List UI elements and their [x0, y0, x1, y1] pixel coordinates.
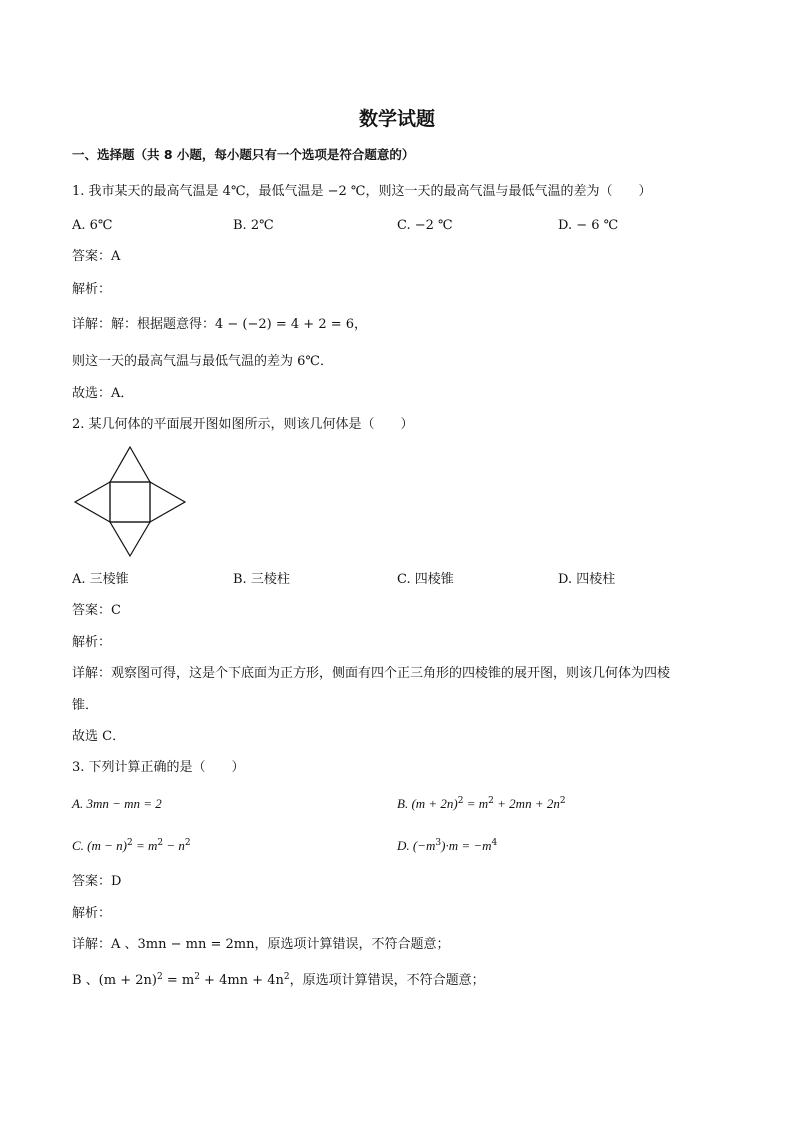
net-triangle-top	[110, 447, 150, 482]
q3-option-b	[397, 795, 566, 814]
q1-stem: 1. 我市某天的最高气温是 4℃，最低气温是 −2 ℃，则这一天的最高气温与最低气温的差为（ ）	[72, 184, 652, 199]
q3-option-d	[397, 837, 497, 856]
net-triangle-left	[75, 482, 110, 522]
q3-detail-b-exp3: 2	[283, 972, 290, 982]
q3-analysis-label: 解析：	[72, 906, 112, 921]
q3-option-d-part2: )·m = −m	[441, 838, 492, 853]
q3-option-b-exp1: 2	[457, 796, 464, 806]
q3-option-c-part2: = m	[132, 838, 158, 853]
q1-option-c: C. −2 ℃	[397, 218, 453, 233]
q3-detail-b	[72, 972, 485, 990]
q1-conclusion: 故选：A．	[72, 386, 134, 401]
q3-detail-a: 详解：A 、3mn − mn = 2mn，原选项计算错误，不符合题意；	[72, 937, 450, 952]
q2-conclusion: 故选 C．	[72, 729, 126, 744]
q1-detail-2: 则这一天的最高气温与最低气温的差为 6℃．	[72, 354, 333, 369]
q2-option-c: C. 四棱锥	[397, 572, 454, 587]
q3-detail-b-part3: + 4mn + 4n	[199, 973, 284, 988]
q2-stem: 2. 某几何体的平面展开图如图所示，则该几何体是（ ）	[72, 417, 414, 432]
pyramid-net-figure	[72, 446, 188, 558]
net-triangle-bottom	[110, 522, 150, 556]
net-square-base	[110, 482, 150, 522]
q3-option-c-part1: C. (m − n)	[72, 838, 127, 853]
q2-answer: 答案：C	[72, 603, 121, 618]
q2-detail-cont: 锥．	[72, 698, 99, 713]
q3-detail-b-suffix: ，原选项计算错误，不符合题意；	[289, 973, 485, 988]
q3-answer: 答案：D	[72, 874, 122, 889]
q2-analysis-label: 解析：	[72, 635, 112, 650]
q2-option-b: B. 三棱柱	[233, 572, 290, 587]
q2-option-d: D. 四棱柱	[558, 572, 616, 587]
q3-option-b-part3: + 2mn + 2n	[493, 796, 560, 811]
q3-option-c-exp1: 2	[127, 838, 133, 848]
q3-option-c	[72, 837, 191, 856]
net-triangle-right	[150, 482, 185, 522]
q3-option-b-part2: = m	[463, 796, 489, 811]
q2-detail: 详解：观察图可得，这是个下底面为正方形，侧面有四个正三角形的四棱锥的展开图，则该几何体为四棱	[72, 666, 671, 681]
q3-detail-b-part2: = m	[162, 973, 195, 988]
q3-option-d-part1: D. (−m	[397, 838, 436, 853]
q3-option-b-exp2: 2	[488, 796, 494, 806]
q3-detail-b-exp2: 2	[194, 972, 200, 982]
page-title: 数学试题	[358, 108, 435, 130]
q3-option-d-exp2: 4	[491, 838, 498, 848]
q1-detail: 详解：解：根据题意得：4 − (−2) = 4 + 2 = 6，	[72, 317, 368, 332]
q3-option-b-exp3: 2	[559, 796, 566, 806]
q3-option-a	[72, 795, 162, 814]
q1-option-d: D. − 6 ℃	[558, 218, 619, 233]
q3-option-c-exp3: 2	[184, 838, 191, 848]
q1-answer: 答案：A	[72, 249, 121, 264]
q3-option-c-part3: − n	[163, 838, 185, 853]
q1-option-b: B. 2℃	[233, 218, 274, 233]
q2-option-a: A. 三棱锥	[72, 572, 129, 587]
q1-option-a: A. 6℃	[72, 218, 113, 233]
q1-analysis-label: 解析：	[72, 282, 112, 297]
q3-detail-b-exp1: 2	[156, 972, 163, 982]
section-heading: 一、选择题（共 8 小题，每小题只有一个选项是符合题意的）	[72, 147, 415, 162]
q3-option-a-text: A. 3mn − mn = 2	[72, 796, 162, 811]
q3-stem: 3. 下列计算正确的是（ ）	[72, 760, 245, 775]
q3-detail-b-part1: B 、(m + 2n)	[72, 973, 157, 988]
q3-option-c-exp2: 2	[157, 838, 164, 848]
q3-option-d-exp1: 3	[435, 838, 442, 848]
q3-option-b-part1: B. (m + 2n)	[397, 796, 458, 811]
